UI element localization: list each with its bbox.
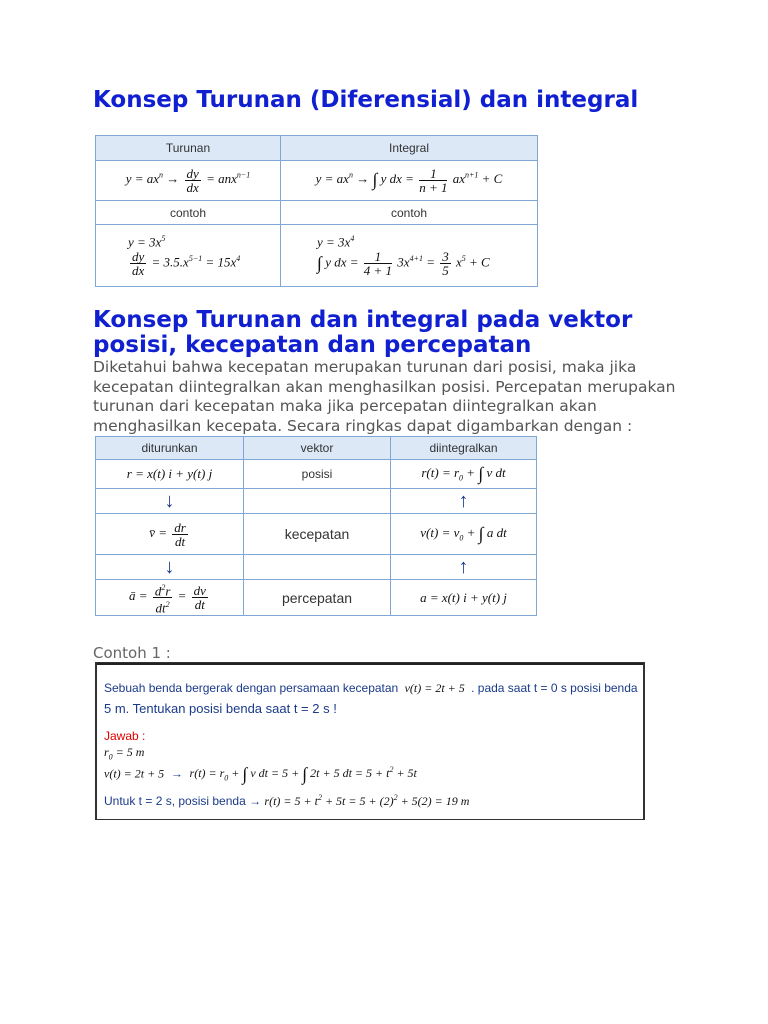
- example-label-left: contoh: [96, 201, 281, 225]
- velocity-derivative-formula: v̄ = $\frac{dr}{dt}$: [96, 514, 244, 555]
- answer-label: Jawab :: [104, 729, 146, 743]
- header-diintegralkan: diintegralkan: [391, 437, 537, 460]
- example-box: [95, 662, 645, 820]
- question-line1: Sebuah benda bergerak dengan persamaan kecepatan v(t) = 2t + 5 . pada saat t = 0 s posisi benda: [104, 681, 638, 695]
- integral-header: Integral: [281, 136, 538, 161]
- example-label-right: contoh: [281, 201, 538, 225]
- derivative-integral-table: [95, 135, 538, 287]
- final-answer: Untuk t = 2 s, posisi benda → $r(t) = 5 + t^2 + 5t = 5 + (2)^2 + 5(2) = 19$ m: [104, 793, 470, 808]
- derivative-formula: $y = ax^n$ → $\frac{dy}{dx}$ = anx$^{n-1}$: [96, 161, 281, 201]
- up-arrow-icon: ↑: [391, 489, 537, 514]
- velocity-integral-formula: $v(t) = v_0$ + ∫ a dt: [391, 514, 537, 555]
- position-vector-formula: r = x(t) i + y(t) j: [96, 460, 244, 489]
- header-vektor: vektor: [244, 437, 391, 460]
- initial-position: $r_0 = 5$ m: [104, 745, 145, 762]
- up-arrow-icon: ↑: [391, 555, 537, 580]
- page-title: Konsep Turunan (Diferensial) dan integral: [93, 87, 639, 113]
- derivative-example: $y = 3x^5$ $\frac{dy}{dx}$ = $3.5.x^{5-1} = 15x^4$: [96, 225, 281, 287]
- down-arrow-icon: ↓: [96, 489, 244, 514]
- acceleration-derivative-formula: ā = $\frac{d^2r}{dt^2}$ = $\frac{dv}{dt}$: [96, 580, 244, 616]
- example-title: Contoh 1 :: [93, 644, 171, 662]
- acceleration-vector-formula: a = x(t) i + y(t) j: [391, 580, 537, 616]
- vector-table: [95, 436, 537, 616]
- turunan-header: Turunan: [96, 136, 281, 161]
- header-diturunkan: diturunkan: [96, 437, 244, 460]
- section-heading-line2: posisi, kecepatan dan percepatan: [93, 332, 532, 358]
- integral-formula: $y = ax^n$ → ∫ y dx = $\frac{1}{n + 1}$ $ax^{n+1} + C$: [281, 161, 538, 201]
- integral-example: $y = 3x^4$ ∫ y dx = $\frac{1}{4 + 1}$ $3x^{4+1}$ = $\frac{3}{5}$ $x^5 + C$: [281, 225, 538, 287]
- label-kecepatan: kecepatan: [244, 514, 391, 555]
- position-integral-formula: $r(t) = r_0$ + ∫ v dt: [391, 460, 537, 489]
- intro-paragraph: Diketahui bahwa kecepatan merupakan turunan dari posisi, maka jika kecepatan diintegralkan akan menghasilkan posisi. Percepatan merupakan turunan dari kecepatan maka jika percepatan diintegralkan akan menghasilkan kecepata. Secara ringkas dapat digambarkan dengan :: [93, 358, 676, 435]
- question-line2: 5 m. Tentukan posisi benda saat t = 2 s !: [104, 701, 337, 716]
- section-heading-line1: Konsep Turunan dan integral pada vektor: [93, 307, 633, 333]
- label-percepatan: percepatan: [244, 580, 391, 616]
- integration-step: $v(t) = 2t + 5 \to r(t) = r_0$ + ∫ v dt = 5 + ∫ 2t + 5 dt = $5 + t^2 + 5t$: [104, 764, 417, 784]
- down-arrow-icon: ↓: [96, 555, 244, 580]
- label-posisi: posisi: [244, 460, 391, 489]
